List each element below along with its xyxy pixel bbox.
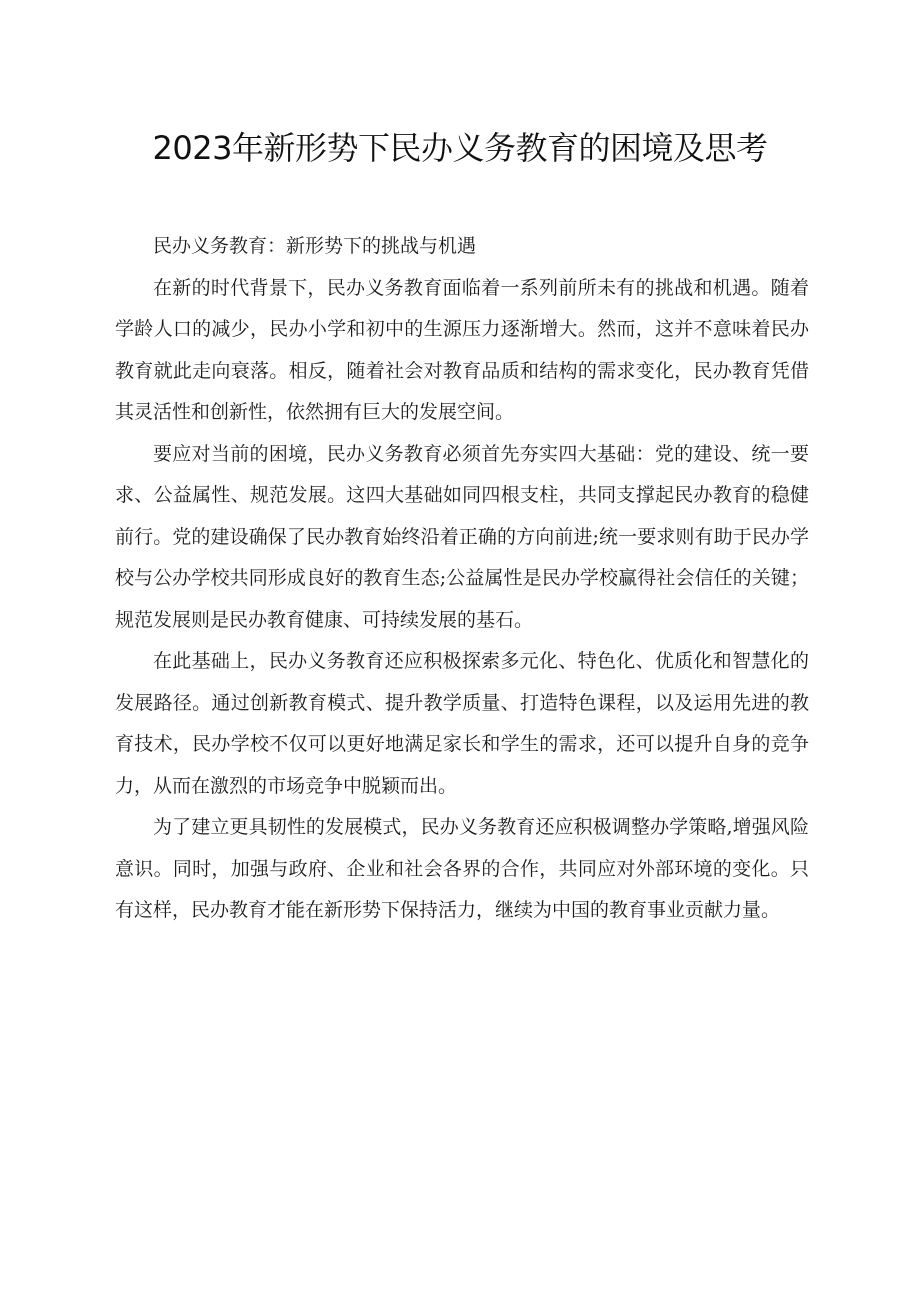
document-body [115,226,809,932]
paragraph: 在新的时代背景下，民办义务教育面临着一系列前所未有的挑战和机遇。随着学龄人口的减少，民办小学和初中的生源压力逐渐增大。然而，这并不意味着民办教育就此走向衰落。相反，随着社会对教育品质和结构的需求变化，民办教育凭借其灵活性和创新性，依然拥有巨大的发展空间。 [115,276,809,423]
paragraph: 为了建立更具韧性的发展模式，民办义务教育还应积极调整办学策略,增强风险意识。同时，加强与政府、企业和社会各界的合作，共同应对外部环境的变化。只有这样，民办教育才能在新形势下保持活力，继续为中国的教育事业贡献力量。 [115,816,809,921]
paragraph: 在此基础上，民办义务教育还应积极探索多元化、特色化、优质化和智慧化的发展路径。通过创新教育模式、提升教学质量、打造特色课程，以及运用先进的教育技术，民办学校不仅可以更好地满足家长和学生的需求，还可以提升自身的竞争力，从而在激烈的市场竞争中脱颖而出。 [115,650,809,797]
document-title: 2023年新形势下民办义务教育的困境及思考 [152,129,768,167]
section-subtitle: 民办义务教育：新形势下的挑战与机遇 [153,235,477,257]
paragraph: 要应对当前的困境，民办义务教育必须首先夯实四大基础：党的建设、统一要求、公益属性、规范发展。这四大基础如同四根支柱，共同支撑起民办教育的稳健前行。党的建设确保了民办教育始终沿着正确的方向前进;统一要求则有助于民办学校与公办学校共同形成良好的教育生态;公益属性是民办学校赢得社会信任的关键；规范发展则是民办教育健康、可持续发展的基石。 [115,442,809,631]
